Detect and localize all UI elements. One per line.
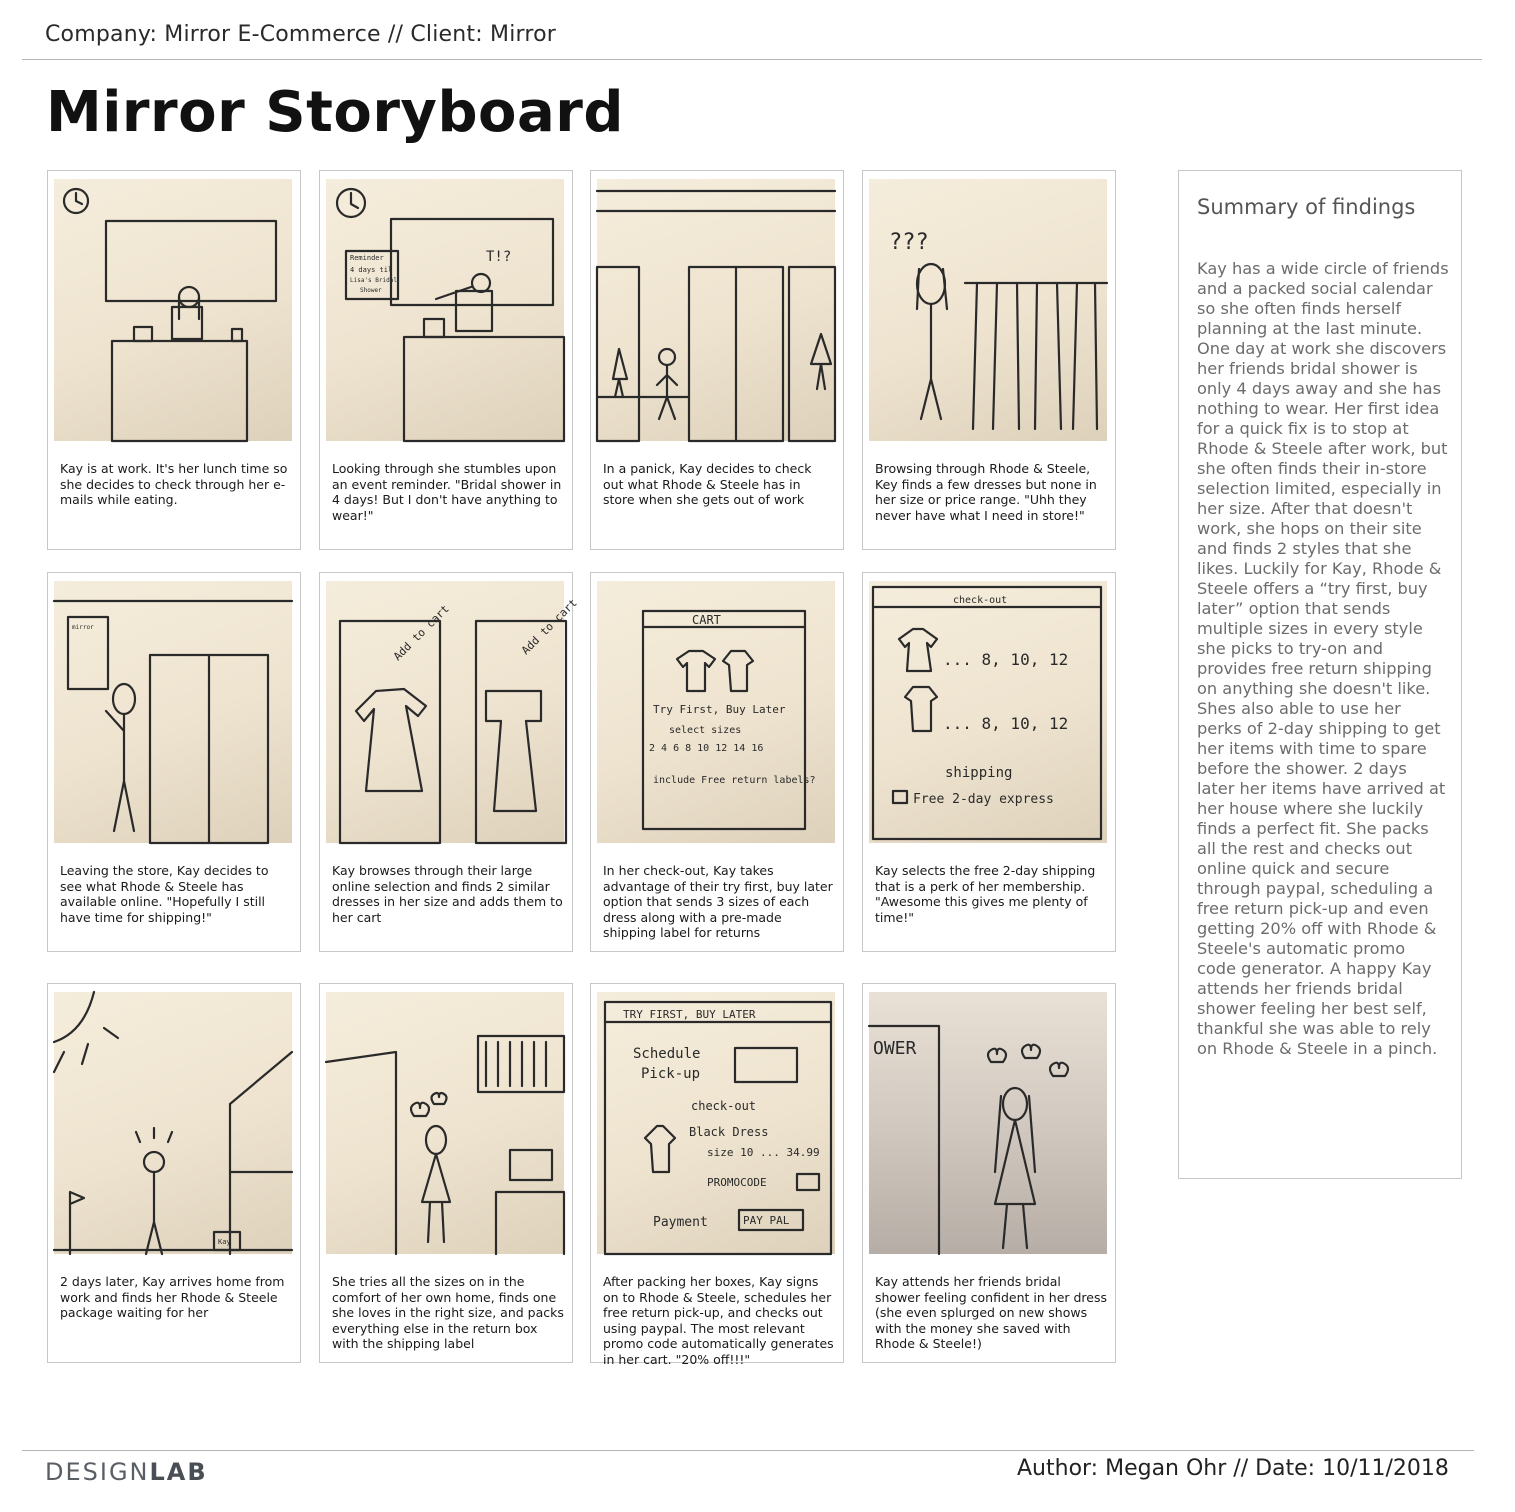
item-price: size 10 ... 34.99	[707, 1146, 820, 1159]
panel-caption: Kay browses through their large online selection and finds 2 similar dresses in her size and adds them to her cart	[332, 863, 563, 925]
svg-text:select sizes: select sizes	[669, 725, 742, 736]
bottom-divider	[22, 1450, 1474, 1451]
storyboard-panel-8	[862, 572, 1116, 952]
confused-marks: ???	[889, 230, 929, 255]
storyboard-panel-1	[47, 170, 301, 550]
storyboard-panel-9	[47, 983, 301, 1363]
panel-caption: In a panick, Kay decides to check out what Rhode & Steele has in store when she gets out of work	[603, 461, 812, 507]
try-first-option: Try First, Buy Later	[653, 703, 786, 716]
add-to-cart-label-2: Add to cart	[518, 596, 580, 658]
panel-caption: Leaving the store, Kay decides to see what Rhode & Steele has available online. "Hopefully I still have time for shipping!"	[60, 863, 269, 925]
checkout-heading: check-out	[953, 595, 1008, 606]
svg-text:check-out: check-out	[691, 1099, 757, 1113]
storyboard-panel-4	[862, 170, 1116, 550]
free-2-day-option: Free 2-day express	[913, 792, 1054, 807]
item-name: Black Dress	[689, 1125, 769, 1139]
panel-caption: Looking through she stumbles upon an event reminder. "Bridal shower in 4 days! But I don't have anything to wear!"	[332, 461, 562, 523]
sketch-at-work	[54, 179, 292, 441]
summary-body: Kay has a wide circle of friends and a packed social calendar so she often finds herself planning at the last minute. One day at work she discovers her friends bridal shower is only 4 days away and she has nothing to wear. Her first idea for a quick fix is to stop at Rhode & Steele after work, but she often finds their in-store selection limited, especially in her size. After that doesn't work, she hops on their site and finds 2 styles that she likes. Luckily for Kay, Rhode & Steele offers a “try first, buy later” option that sends multiple sizes in every style she picks to try-on and provides free return shipping on anything she doesn't like. Shes also able to use her perks of 2-day shipping to get her items with time to spare before the shower. 2 days later her items have arrived at her house where she luckily finds a perfect fit. She packs all the rest and checks out online quick and secure through paypal, scheduling a free return pick-up and even getting 20% off with Rhode & Steele's automatic promo code generator. A happy Kay attends her friends bridal shower feeling her best self, thankful she was able to rely on Rhode & Steele in a pinch.	[1197, 259, 1449, 1058]
reminder-note-text: 4 days til	[350, 266, 393, 274]
reminder-note-label: Reminder	[350, 254, 384, 262]
package-label: Kay	[218, 1238, 231, 1246]
svg-text:Shower: Shower	[360, 287, 382, 294]
svg-text:shipping: shipping	[945, 765, 1013, 781]
sketch-leaving-store	[54, 581, 292, 843]
storyboard-panel-10	[319, 983, 573, 1363]
panel-caption: Kay attends her friends bridal shower feeling confident in her dress (she even splurged on new shows with the money she saved with Rhode & Steele!)	[875, 1274, 1108, 1351]
sketch-bridal-shower	[869, 992, 1107, 1254]
sketch-cart-page	[597, 581, 835, 843]
storyboard-panel-3	[590, 170, 844, 550]
panel-caption: 2 days later, Kay arrives home from work and finds her Rhode & Steele package waiting for her	[60, 1274, 285, 1320]
panel-caption: She tries all the sizes on in the comfort of her own home, finds one she loves in the right size, and packs everything else in the return box with the shipping label	[332, 1274, 564, 1351]
sketch-browsing-racks	[869, 179, 1107, 441]
panel-caption: Browsing through Rhode & Steele, Key finds a few dresses but none in her size or price range. "Uhh they never have what I need in store!"	[875, 461, 1097, 523]
sketch-store-front	[597, 179, 835, 441]
svg-text:Lisa's Bridal: Lisa's Bridal	[350, 277, 397, 284]
panel-caption: After packing her boxes, Kay signs on to Rhode & Steele, schedules her free return pick-up, and checks out using paypal. The most relevant promo code automatically generates in her cart. "20% off!!!"	[603, 1274, 834, 1367]
summary-title: Summary of findings	[1197, 195, 1416, 219]
storyboard-panel-11	[590, 983, 844, 1367]
svg-text:T!?: T!?	[486, 249, 512, 265]
page-title: Mirror Storyboard	[46, 80, 624, 145]
storyboard-panel-5	[47, 572, 301, 952]
size-options: 2 4 6 8 10 12 14 16	[649, 743, 764, 754]
sketch-checkout-shipping	[869, 581, 1107, 843]
company-client-line: Company: Mirror E-Commerce // Client: Mirror	[45, 22, 557, 47]
sketch-schedule-pickup	[597, 992, 835, 1254]
mirror-sign: mirror	[72, 624, 94, 631]
panel-caption: Kay selects the free 2-day shipping that is a perk of her membership. "Awesome this gives me plenty of time!"	[875, 863, 1096, 925]
sizes-row-1: ... 8, 10, 12	[943, 650, 1069, 669]
promo-code-field: PROMOCODE	[707, 1176, 767, 1189]
paypal-button-sketch: PAY PAL	[743, 1214, 790, 1227]
sketch-online-selection	[326, 581, 580, 843]
summary-of-findings-panel	[1178, 170, 1462, 1179]
sketch-arrives-home	[54, 992, 292, 1254]
sizes-row-2: ... 8, 10, 12	[943, 714, 1069, 733]
sketch-trying-on	[326, 992, 564, 1254]
designlab-logo: DESIGNLAB	[45, 1458, 208, 1486]
cart-heading: CART	[692, 613, 721, 627]
free-return-option: include Free return labels?	[653, 775, 816, 786]
storyboard-panel-7	[590, 572, 844, 952]
shower-sign: OWER	[873, 1038, 917, 1059]
storyboard-panel-6	[319, 572, 580, 952]
svg-text:Pick-up: Pick-up	[641, 1066, 701, 1082]
try-first-heading: TRY FIRST, BUY LATER	[623, 1008, 756, 1021]
top-divider	[22, 59, 1482, 60]
sketch-event-reminder	[326, 179, 564, 441]
svg-text:Payment: Payment	[653, 1215, 708, 1230]
add-to-cart-label-1: Add to cart	[390, 602, 452, 664]
author-date-line: Author: Megan Ohr // Date: 10/11/2018	[1017, 1456, 1449, 1481]
svg-text:Schedule: Schedule	[633, 1046, 701, 1062]
panel-caption: In her check-out, Kay takes advantage of their try first, buy later option that sends 3 sizes of each dress along with a pre-made shipping label for returns	[603, 863, 833, 940]
storyboard-panel-2	[319, 170, 573, 550]
panel-caption: Kay is at work. It's her lunch time so she decides to check through her e-mails while eating.	[60, 461, 288, 507]
storyboard-panel-12	[862, 983, 1116, 1363]
